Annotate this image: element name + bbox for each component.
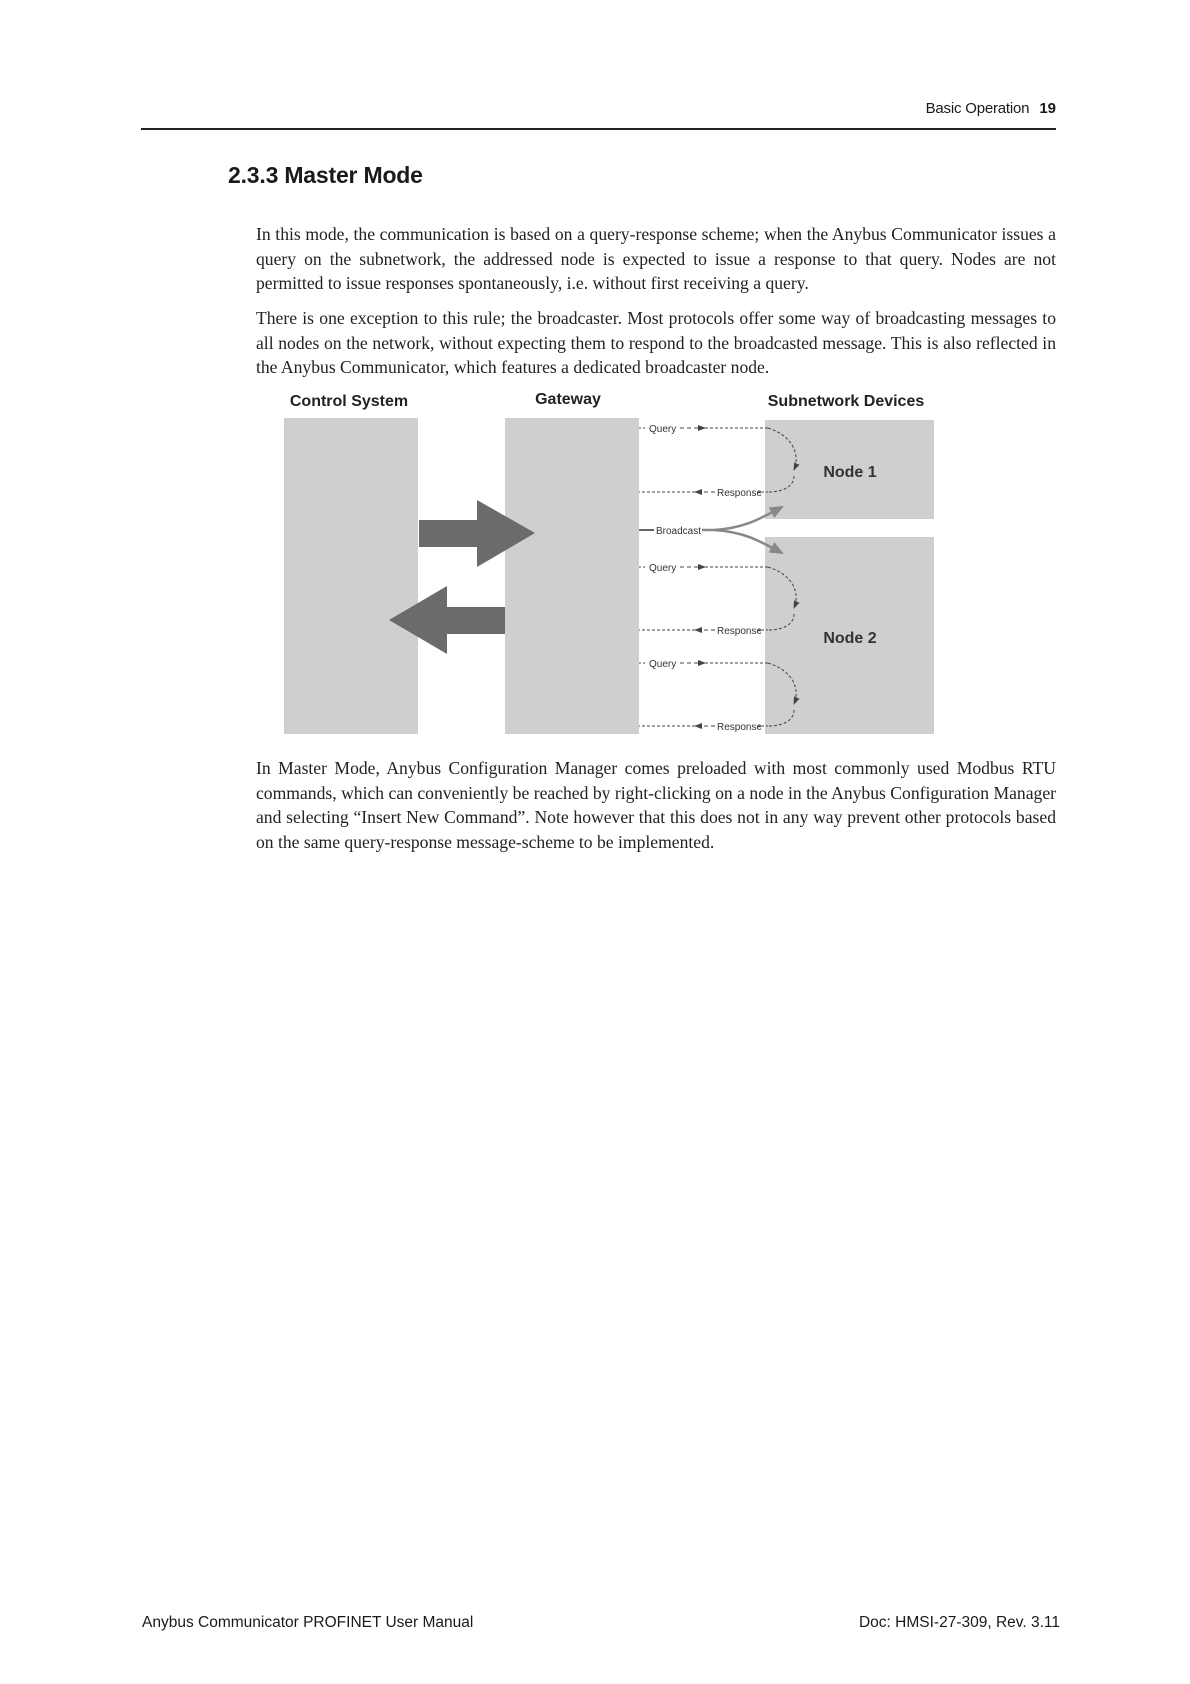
response-label-2: Response [717,626,763,637]
control-system-label: Control System [289,393,409,410]
response-label-3: Response [717,722,763,733]
control-system-block [284,418,418,734]
paragraph-master-mode-config: In Master Mode, Anybus Configuration Manager comes preloaded with most commonly used Modbus RTU commands, which can conveniently be reached by right-clicking on a node in the Anybus Configuration Manager and selecting “Insert New Command”. Note however that this does not in any way prevent other protocols based on the same query-response message-scheme to be implemented. [256,758,1056,852]
footer-doc-number: Doc: HMSI-27-309, Rev. 3.11 [858,1614,1060,1631]
header-page-number: 19 [1039,100,1056,117]
gateway-block [505,418,639,734]
query-label-2: Query [649,563,677,574]
subnetwork-devices-label: Subnetwork Devices [767,393,925,410]
query-label-1: Query [649,424,677,435]
broadcast-label: Broadcast [656,526,702,537]
gateway-label: Gateway [535,391,601,408]
footer-manual-title: Anybus Communicator PROFINET User Manual [142,1614,474,1631]
page-header [141,100,1056,130]
master-mode-diagram [282,390,942,742]
node2-label: Node 2 [823,630,877,647]
diagram-canvas [282,390,942,742]
broadcast-exchange [639,507,782,553]
paragraph-query-response: In this mode, the communication is based on a query-response scheme; when the Anybus Communicator issues a query on the subnetwork, the addressed node is expected to issue a response to that query. Nodes are not permitted to issue responses spontaneously, i.e. without first receiving a query. [256,224,1056,293]
section-heading: 2.3.3 Master Mode [228,162,423,188]
query-label-3: Query [649,659,677,670]
node1-label: Node 1 [823,464,877,481]
header-section-title: Basic Operation [925,100,1030,117]
paragraph-broadcaster: There is one exception to this rule; the broadcaster. Most protocols offer some way of broadcasting messages to all nodes on the network, without expecting them to respond to the broadcasted message. This is also reflected in the Anybus Communicator, which features a dedicated broadcaster node. [256,308,1056,377]
response-label-1: Response [717,488,763,499]
